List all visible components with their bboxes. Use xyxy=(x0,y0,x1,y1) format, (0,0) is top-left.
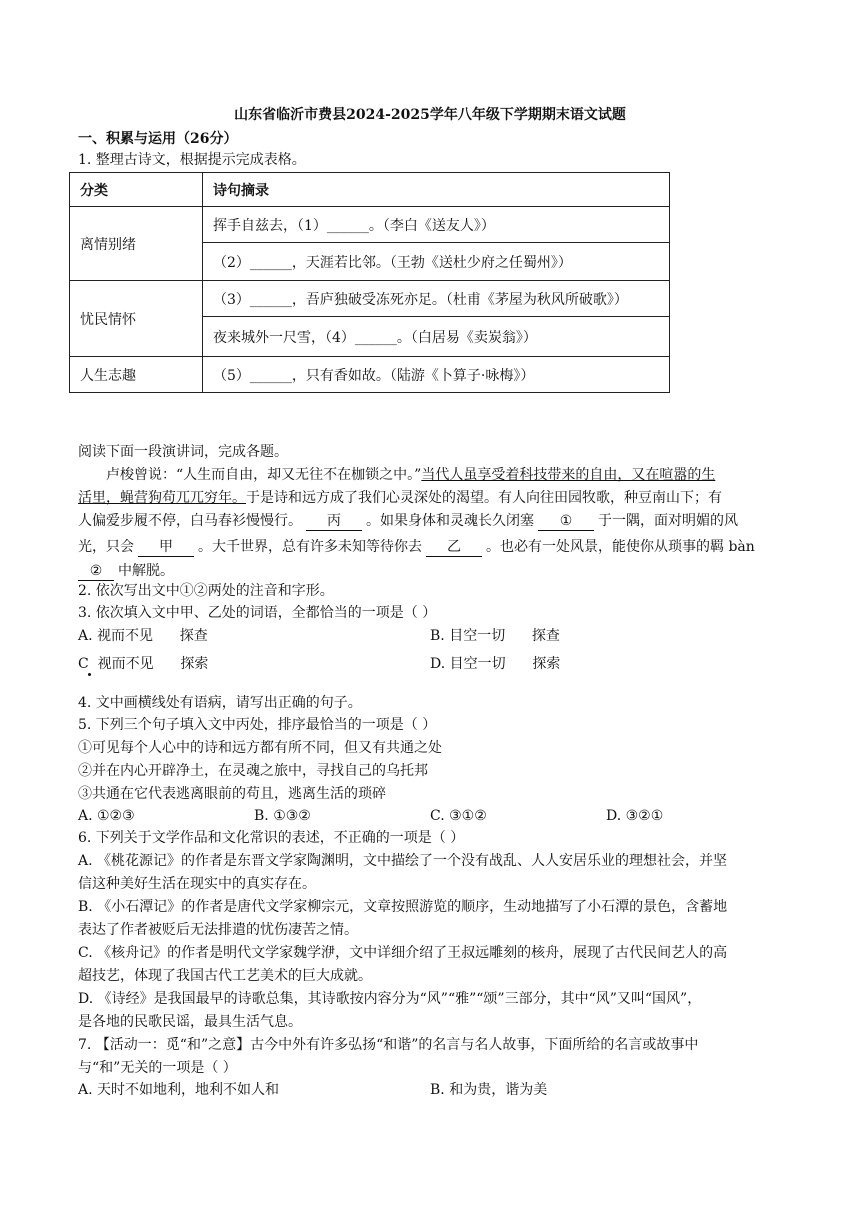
q6-line: A. 《桃花源记》的作者是东晋文学家陶渊明，文中描绘了一个没有战乱、人人安居乐业的理想社会，并坚 xyxy=(78,853,728,869)
table-cat-concern: 忧民情怀 xyxy=(70,281,203,357)
question-3: 3. 依次填入文中甲、乙处的词语，全都恰当的一项是（ ） xyxy=(78,605,437,621)
passage-text: 于一隅，面对明媚的风 xyxy=(598,513,738,529)
q6-line: C. 《核舟记》的作者是明代文学家魏学洢，文中详细介绍了王叔远雕刻的核舟，展现了古代民间艺人的高 xyxy=(78,945,728,961)
question-2: 2. 依次写出文中①②两处的注音和字形。 xyxy=(78,583,334,599)
passage-line xyxy=(78,511,738,531)
q5-item: ①可见每个人心中的诗和远方都有所不同，但又有共通之处 xyxy=(78,740,442,756)
table-row: 挥手自兹去，（1）______。（李白《送友人》） xyxy=(203,207,670,243)
passage-text: 。也必有一处风景，能使你从琐事的羁 bàn xyxy=(486,539,755,555)
question-7-cont: 与“和”无关的一项是（ ） xyxy=(78,1060,237,1076)
passage-line xyxy=(78,561,174,581)
q7-option-b: B. 和为贵，谐为美 xyxy=(430,1082,548,1098)
table-row: （5）______，只有香如故。（陆游《卜算子·咏梅》） xyxy=(203,357,670,393)
table-row: （2）______，天涯若比邻。（王勃《送杜少府之任蜀州》） xyxy=(203,243,670,281)
poetry-table xyxy=(69,172,670,393)
table-header-lines: 诗句摘录 xyxy=(203,173,670,207)
question-1: 1. 整理古诗文，根据提示完成表格。 xyxy=(78,152,306,168)
blank-yi: 乙 xyxy=(426,538,482,557)
emphasis-dot xyxy=(88,673,91,676)
q3-option-b: B. 目空一切 探查 xyxy=(430,628,560,644)
passage-text: 人偏爱步履不停，白马春衫慢慢行。 xyxy=(78,513,302,529)
blank-bing: 丙 xyxy=(306,512,362,531)
q5-option-a: A. ①②③ xyxy=(78,808,135,824)
passage-line xyxy=(106,465,715,485)
q3-option-a: A. 视而不见 探查 xyxy=(78,628,208,644)
underlined-sentence: 活里，蝇营狗苟兀兀穷年。 xyxy=(78,490,246,506)
question-7: 7. 【活动一：觅“和”之意】古今中外有许多弘扬“和谐”的名言与名人故事，下面所给的名言或故事中 xyxy=(78,1037,699,1053)
q5-option-d: D. ③②① xyxy=(606,808,664,824)
question-4: 4. 文中画横线处有语病，请写出正确的句子。 xyxy=(78,695,362,711)
passage-text: 卢梭曾说：“人生而自由，却又无往不在枷锁之中。” xyxy=(106,467,422,483)
reading-intro: 阅读下面一段演讲词，完成各题。 xyxy=(78,444,288,460)
section-heading: 一、积累与运用（26分） xyxy=(78,131,238,147)
page-title: 山东省临沂市费县2024-2025学年八年级下学期期末语文试题 xyxy=(234,107,626,123)
q5-item: ②并在内心开辟净土，在灵魂之旅中，寻找自己的乌托邦 xyxy=(78,763,428,779)
table-cat-aspiration: 人生志趣 xyxy=(70,357,203,393)
q3-option-d: D. 目空一切 探索 xyxy=(430,656,561,672)
passage-line xyxy=(78,537,755,557)
table-header-category: 分类 xyxy=(70,173,203,207)
q6-line: 超技艺，体现了我国古代工艺美术的巨大成就。 xyxy=(78,968,372,984)
q5-item: ③共通在它代表逃离眼前的苟且，逃离生活的琐碎 xyxy=(78,786,386,802)
passage-text: 。如果身体和灵魂长久闭塞 xyxy=(366,513,534,529)
q6-line: D. 《诗经》是我国最早的诗歌总集，其诗歌按内容分为“风”“雅”“颂”三部分，其中“风”又叫“国风”， xyxy=(78,991,702,1007)
q3-option-c: C 视而不见 探索 xyxy=(78,656,209,672)
question-5: 5. 下列三个句子填入文中丙处，排序最恰当的一项是（ ） xyxy=(78,717,437,733)
passage-text: 。大千世界，总有许多未知等待你去 xyxy=(198,539,422,555)
passage-line xyxy=(78,488,722,508)
passage-text: 光，只会 xyxy=(78,539,134,555)
blank-1: ① xyxy=(538,512,594,531)
q5-option-c: C. ③①② xyxy=(430,808,487,824)
question-6: 6. 下列关于文学作品和文化常识的表述，不正确的一项是（ ） xyxy=(78,830,465,846)
q6-line: B. 《小石潭记》的作者是唐代文学家柳宗元，文章按照游览的顺序，生动地描写了小石潭的景色，含蓄地 xyxy=(78,899,728,915)
q6-line: 表达了作者被贬后无法排遣的忧伤凄苦之情。 xyxy=(78,922,358,938)
passage-text: 于是诗和远方成了我们心灵深处的渴望。有人向往田园牧歌，种豆南山下；有 xyxy=(246,490,722,506)
table-row: （3）______，吾庐独破受冻死亦足。（杜甫《茅屋为秋风所破歌》） xyxy=(203,281,670,317)
underlined-sentence: 当代人虽享受着科技带来的自由，又在喧嚣的生 xyxy=(421,467,716,483)
passage-text: 中解脱。 xyxy=(118,563,174,579)
blank-2: ② xyxy=(78,562,114,581)
table-row: 夜来城外一尺雪，（4）______。（白居易《卖炭翁》） xyxy=(203,317,670,357)
q5-option-b: B. ①③② xyxy=(254,808,311,824)
blank-jia: 甲 xyxy=(138,538,194,557)
q7-option-a: A. 天时不如地利，地利不如人和 xyxy=(78,1082,280,1098)
q6-line: 信这种美好生活在现实中的真实存在。 xyxy=(78,876,316,892)
q6-line: 是各地的民歌民谣，最具生活气息。 xyxy=(78,1014,302,1030)
table-cat-parting: 离情别绪 xyxy=(70,207,203,281)
